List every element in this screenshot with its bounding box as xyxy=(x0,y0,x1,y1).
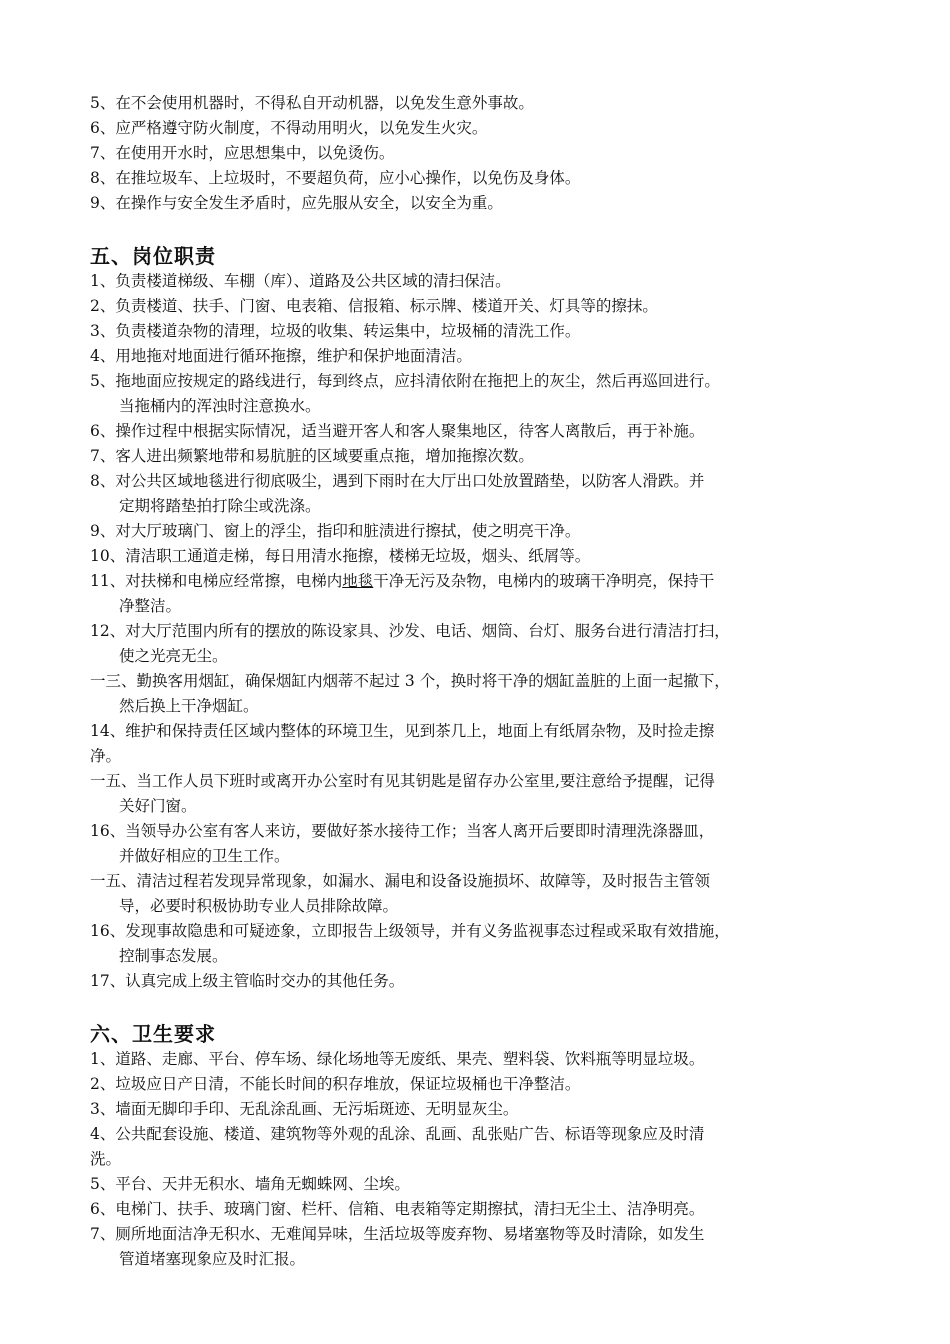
list-item-text: 9、对大厅玻璃门、窗上的浮尘，指印和脏渍进行擦拭，使之明亮干净。 xyxy=(90,522,581,540)
list-item xyxy=(90,269,880,294)
list-item xyxy=(90,719,880,769)
list-item xyxy=(90,1122,880,1172)
list-item xyxy=(90,344,880,369)
list-item xyxy=(90,1072,880,1097)
list-item-text: 16、当领导办公室有客人来访，要做好茶水接待工作；当客人离开后要即时清理洗涤器皿， xyxy=(90,822,715,840)
list-item-continuation: 控制事态发展。 xyxy=(119,947,228,965)
list-item xyxy=(90,1197,880,1222)
list-item-continuation: 当拖桶内的浑浊时注意换水。 xyxy=(119,397,321,415)
section-6-title: 六、卫生要求 xyxy=(90,1022,216,1046)
list-item xyxy=(90,1172,880,1197)
document-page xyxy=(90,91,880,1272)
list-item xyxy=(90,1222,880,1272)
list-item-text: 3、负责楼道杂物的清理，垃圾的收集、转运集中，垃圾桶的清洗工作。 xyxy=(90,322,581,340)
list-item xyxy=(90,1097,880,1122)
list-item-continuation: 然后换上干净烟缸。 xyxy=(119,697,259,715)
list-item xyxy=(90,444,880,469)
list-item-text: 6、电梯门、扶手、玻璃门窗、栏杆、信箱、电表箱等定期擦拭，清扫无尘土、洁净明亮。 xyxy=(90,1200,705,1218)
list-item-text: 1、负责楼道梯级、车棚（库）、道路及公共区域的清扫保洁。 xyxy=(90,272,511,290)
section-5-list xyxy=(90,269,880,994)
list-item xyxy=(90,619,880,669)
list-item-text: 3、墙面无脚印手印、无乱涂乱画、无污垢斑迹、无明显灰尘。 xyxy=(90,1100,519,1118)
list-item xyxy=(90,469,880,519)
section-5-title: 五、岗位职责 xyxy=(90,244,216,268)
list-item-text xyxy=(90,572,714,590)
list-item xyxy=(90,294,880,319)
list-item-continuation: 并做好相应的卫生工作。 xyxy=(119,847,290,865)
list-item-text: 2、垃圾应日产日清，不能长时间的积存堆放，保证垃圾桶也干净整洁。 xyxy=(90,1075,581,1093)
list-item-text: 一五、清洁过程若发现异常现象，如漏水、漏电和设备设施损坏、故障等，及时报告主管领 xyxy=(90,872,711,890)
list-item-text: 17、认真完成上级主管临时交办的其他任务。 xyxy=(90,972,405,990)
list-item-continuation: 净整洁。 xyxy=(119,597,182,615)
list-item-text: 12、对大厅范围内所有的摆放的陈设家具、沙发、电话、烟筒、台灯、服务台进行清洁打扫， xyxy=(90,622,730,640)
list-item-text: 5、平台、天井无积水、墙角无蜘蛛网、尘埃。 xyxy=(90,1175,410,1193)
list-item-text: 16、发现事故隐患和可疑迹象，立即报告上级领导，并有义务监视事态过程或采取有效措施， xyxy=(90,922,730,940)
section-6-list xyxy=(90,1047,880,1272)
list-item-text: 7、厕所地面洁净无积水、无难闻异味，生活垃圾等废弃物、易堵塞物等及时清除，如发生 xyxy=(90,1225,705,1243)
list-item-text: 5、拖地面应按规定的路线进行，每到终点，应抖清依附在拖把上的灰尘，然后再巡回进行。 xyxy=(90,372,720,390)
list-item xyxy=(90,544,880,569)
list-item xyxy=(90,769,880,819)
list-item xyxy=(90,1047,880,1072)
list-item-continuation: 导，必要时积极协助专业人员排除故障。 xyxy=(119,897,399,915)
list-item xyxy=(90,419,880,444)
list-item-text: 一三、勤换客用烟缸，确保烟缸内烟蒂不起过 3 个，换时将干净的烟缸盖脏的上面一起撤下， xyxy=(90,672,730,690)
list-item-continuation: 净。 xyxy=(90,747,122,765)
list-item-text: 6、操作过程中根据实际情况，适当避开客人和客人聚集地区，待客人离散后，再于补施。 xyxy=(90,422,705,440)
list-item-text-part: 11、对扶梯和电梯应经常擦，电梯内 xyxy=(90,572,343,590)
list-item-text: 一五、当工作人员下班时或离开办公室时有见其钥匙是留存办公室里,要注意给予提醒，记得 xyxy=(90,772,715,790)
list-item: 5、在不会使用机器时，不得私自开动机器，以免发生意外事故。 xyxy=(90,94,534,112)
list-item xyxy=(90,369,880,419)
list-item-text: 14、维护和保持责任区域内整体的环境卫生，见到茶几上，地面上有纸屑杂物，及时捡走擦 xyxy=(90,722,715,740)
list-item-text: 7、客人进出频繁地带和易肮脏的区域要重点拖，增加拖擦次数。 xyxy=(90,447,534,465)
list-item-text: 4、用地拖对地面进行循环拖擦，维护和保护地面清洁。 xyxy=(90,347,472,365)
list-item-text: 4、公共配套设施、楼道、建筑物等外观的乱涂、乱画、乱张贴广告、标语等现象应及时清 xyxy=(90,1125,705,1143)
list-item: 8、在推垃圾车、上垃圾时，不要超负荷，应小心操作，以免伤及身体。 xyxy=(90,169,581,187)
list-item xyxy=(90,919,880,969)
list-item-continuation: 使之光亮无尘。 xyxy=(119,647,228,665)
list-item-text: 8、对公共区域地毯进行彻底吸尘，遇到下雨时在大厅出口处放置踏垫，以防客人滑跌。并 xyxy=(90,472,705,490)
list-item: 9、在操作与安全发生矛盾时，应先服从安全，以安全为重。 xyxy=(90,194,503,212)
list-item-text: 2、负责楼道、扶手、门窗、电表箱、信报箱、标示牌、楼道开关、灯具等的擦抹。 xyxy=(90,297,658,315)
list-item xyxy=(90,969,880,994)
list-item: 6、应严格遵守防火制度，不得动用明火，以免发生火灾。 xyxy=(90,119,488,137)
list-item-continuation: 定期将踏垫拍打除尘或洗涤。 xyxy=(119,497,321,515)
list-item: 7、在使用开水时，应思想集中，以免烫伤。 xyxy=(90,144,395,162)
top-list xyxy=(90,91,880,216)
list-item-continuation: 关好门窗。 xyxy=(119,797,197,815)
list-item-continuation: 洗。 xyxy=(90,1150,122,1168)
list-item xyxy=(90,569,880,619)
list-item-continuation: 管道堵塞现象应及时汇报。 xyxy=(119,1250,306,1268)
list-item-text: 1、道路、走廊、平台、停车场、绿化场地等无废纸、果壳、塑料袋、饮料瓶等明显垃圾。 xyxy=(90,1050,705,1068)
list-item xyxy=(90,519,880,544)
list-item xyxy=(90,869,880,919)
list-item-text: 10、清洁职工通道走梯，每日用清水拖擦，楼梯无垃圾，烟头、纸屑等。 xyxy=(90,547,591,565)
underlined-text: 地毯 xyxy=(342,572,374,590)
list-item-text-part: 干净无污及杂物，电梯内的玻璃干净明亮，保持干 xyxy=(373,572,715,590)
list-item xyxy=(90,319,880,344)
list-item xyxy=(90,669,880,719)
list-item xyxy=(90,819,880,869)
